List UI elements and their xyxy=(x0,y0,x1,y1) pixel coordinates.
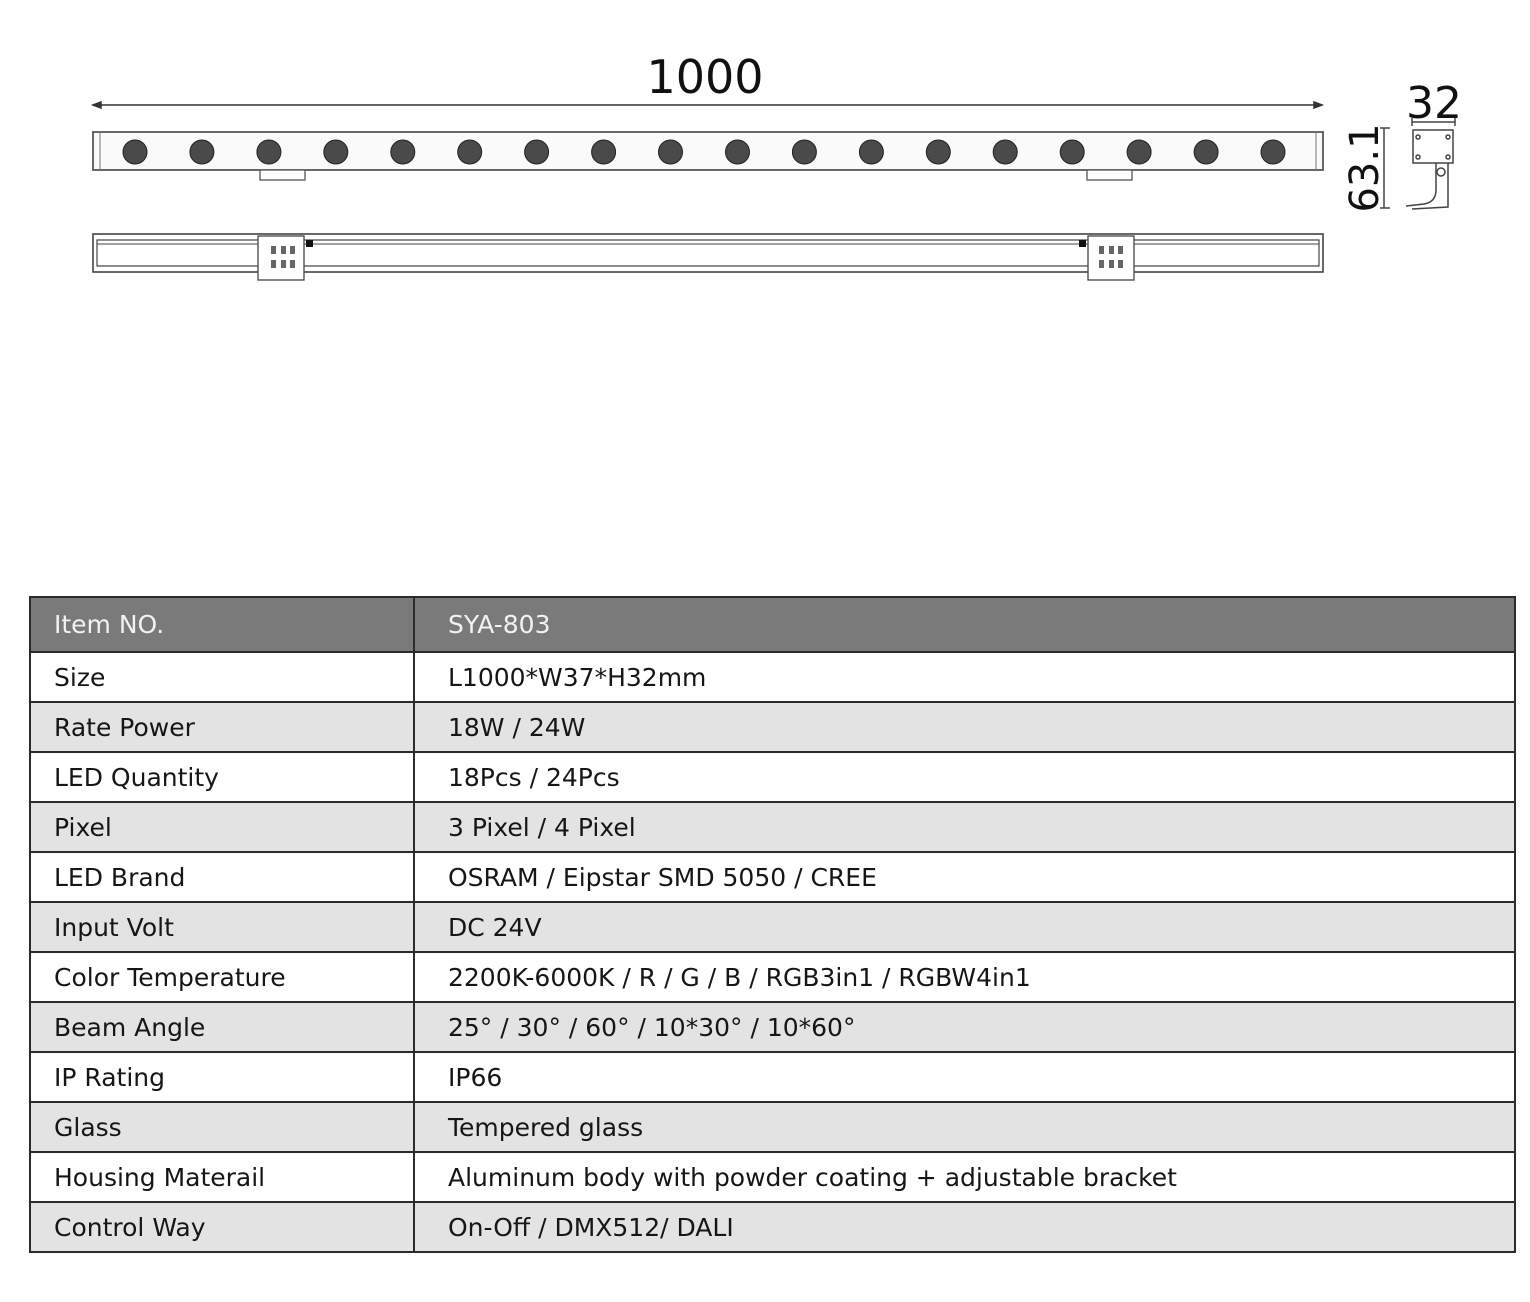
table-row xyxy=(30,852,1515,902)
length-dimension-label: 1000 xyxy=(646,50,764,104)
row-label: IP Rating xyxy=(30,1052,414,1102)
led-dot xyxy=(659,140,683,164)
row-label: Pixel xyxy=(30,802,414,852)
table-row xyxy=(30,902,1515,952)
led-dot xyxy=(926,140,950,164)
table-row xyxy=(30,702,1515,752)
table-row xyxy=(30,1102,1515,1152)
led-dot xyxy=(123,140,147,164)
led-dot xyxy=(592,140,616,164)
row-label: Glass xyxy=(30,1102,414,1152)
led-dot xyxy=(190,140,214,164)
row-value: DC 24V xyxy=(414,902,1515,952)
table-header-row xyxy=(30,597,1515,652)
led-dot xyxy=(859,140,883,164)
led-dot xyxy=(993,140,1017,164)
row-value: 25° / 30° / 60° / 10*30° / 10*60° xyxy=(414,1002,1515,1052)
led-dot xyxy=(1194,140,1218,164)
row-label: Housing Materail xyxy=(30,1152,414,1202)
table-row xyxy=(30,652,1515,702)
row-value: IP66 xyxy=(414,1052,1515,1102)
row-value: On-Off / DMX512/ DALI xyxy=(414,1202,1515,1252)
table-row xyxy=(30,1152,1515,1202)
row-value: 18Pcs / 24Pcs xyxy=(414,752,1515,802)
row-label: Color Temperature xyxy=(30,952,414,1002)
row-value: Aluminum body with powder coating + adjustable bracket xyxy=(414,1152,1515,1202)
row-value: 3 Pixel / 4 Pixel xyxy=(414,802,1515,852)
led-dot xyxy=(391,140,415,164)
row-label: LED Brand xyxy=(30,852,414,902)
led-dot xyxy=(1261,140,1285,164)
technical-drawing xyxy=(0,0,1530,560)
row-value: 2200K-6000K / R / G / B / RGB3in1 / RGBW4in1 xyxy=(414,952,1515,1002)
led-dot xyxy=(525,140,549,164)
row-label: Rate Power xyxy=(30,702,414,752)
table-row xyxy=(30,952,1515,1002)
row-value: Tempered glass xyxy=(414,1102,1515,1152)
led-dot xyxy=(1127,140,1151,164)
row-label: Control Way xyxy=(30,1202,414,1252)
led-dot xyxy=(792,140,816,164)
led-dot xyxy=(726,140,750,164)
side-profile xyxy=(1380,118,1455,209)
table-row xyxy=(30,1052,1515,1102)
table-row xyxy=(30,1002,1515,1052)
row-label: Size xyxy=(30,652,414,702)
led-dot xyxy=(458,140,482,164)
height-dimension-label: 63.1 xyxy=(1342,123,1388,213)
front-view-bar xyxy=(93,132,1323,180)
row-label: Input Volt xyxy=(30,902,414,952)
led-dot xyxy=(324,140,348,164)
led-dot xyxy=(1060,140,1084,164)
led-dot xyxy=(257,140,281,164)
header-label: Item NO. xyxy=(30,597,414,652)
table-row xyxy=(30,802,1515,852)
table-row xyxy=(30,752,1515,802)
row-label: Beam Angle xyxy=(30,1002,414,1052)
header-value: SYA-803 xyxy=(414,597,1515,652)
row-value: OSRAM / Eipstar SMD 5050 / CREE xyxy=(414,852,1515,902)
top-view-bar xyxy=(93,234,1323,280)
row-value: 18W / 24W xyxy=(414,702,1515,752)
row-label: LED Quantity xyxy=(30,752,414,802)
row-value: L1000*W37*H32mm xyxy=(414,652,1515,702)
width-dimension-label: 32 xyxy=(1406,78,1462,129)
spec-table xyxy=(29,596,1516,1253)
table-row xyxy=(30,1202,1515,1252)
